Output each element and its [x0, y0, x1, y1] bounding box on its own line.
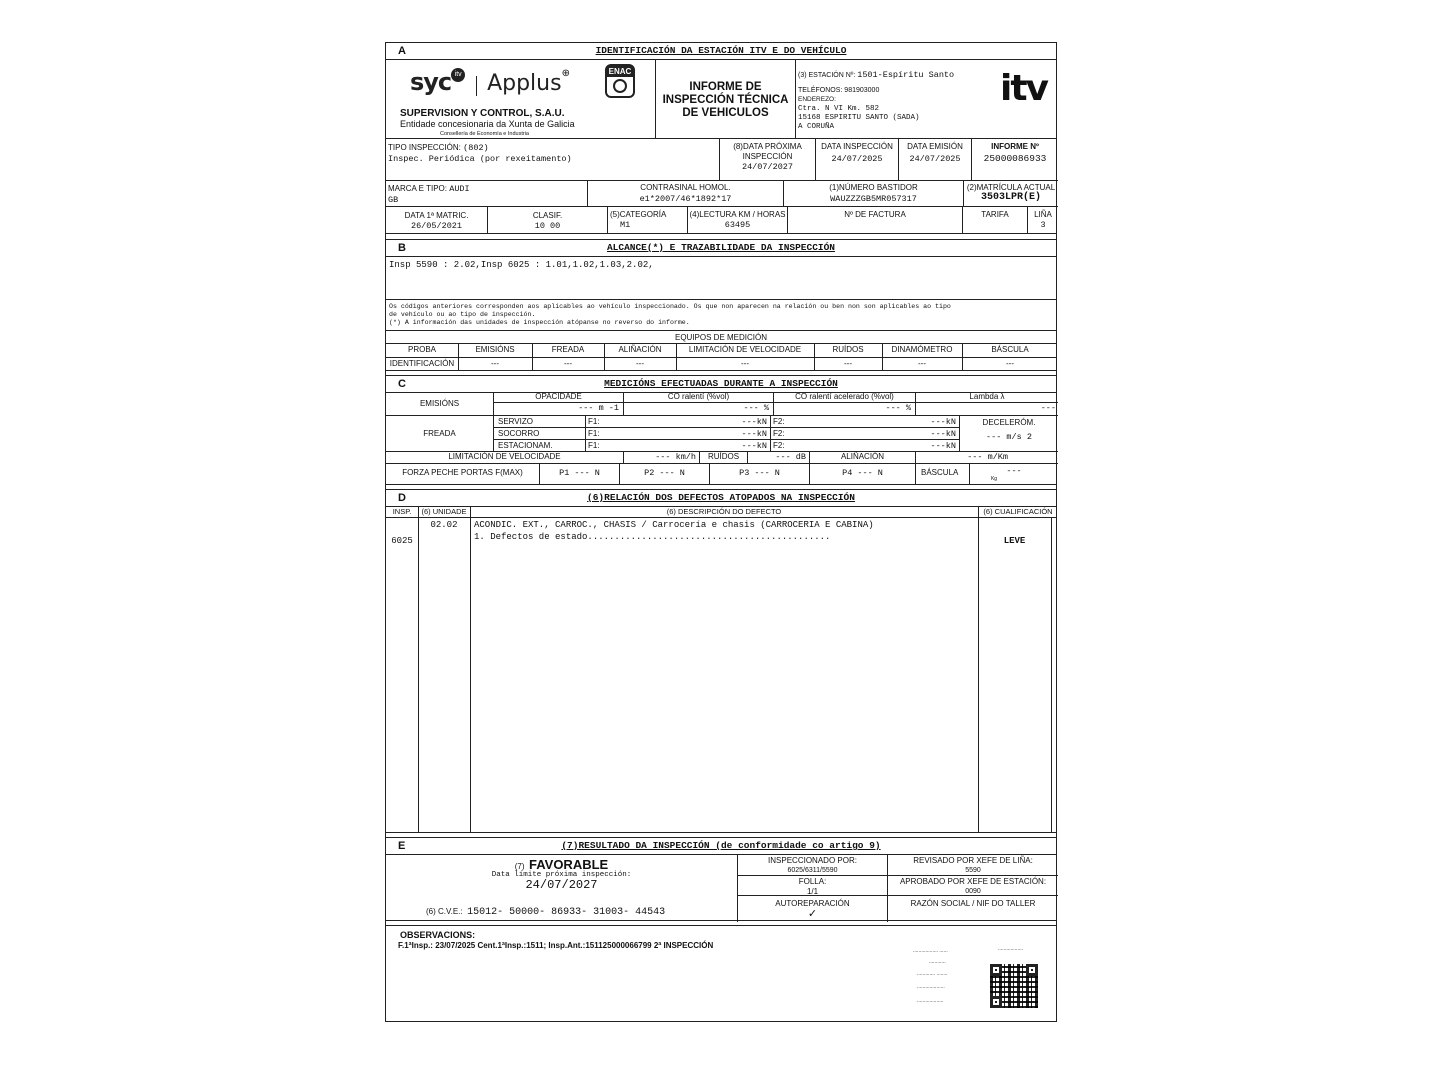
data-matric-label: DATA 1ª MATRIC. — [404, 211, 469, 220]
data-emision-value: 24/07/2025 — [909, 154, 961, 164]
opacidade-label: OPACIDADE — [494, 392, 623, 403]
clasif-value: 10 00 — [534, 221, 561, 231]
col-divider — [418, 506, 419, 832]
folla-value: 1/1 — [806, 887, 819, 896]
data-inspeccion-cell — [816, 139, 899, 181]
decelerom-label: DECELERÓM. — [982, 418, 1036, 427]
tipo-inspeccion-code: (802) — [463, 143, 489, 153]
col-cualificacion-header: (6) CUALIFICACIÓN — [983, 507, 1053, 516]
categoria-label: (5)CATEGORÍA — [610, 210, 667, 219]
scope-divider — [386, 299, 1056, 300]
scope-note-2: de vehículo ou ao tipo de inspección. — [389, 311, 536, 318]
itv-logo: itv — [999, 68, 1047, 109]
revisado-value: 5590 — [965, 867, 981, 874]
inspeccionado-value: 6025/6311/5590 — [787, 867, 838, 874]
freada-row-name: ESTACIONAM. — [498, 441, 553, 450]
signature-line: .................. ...... — [913, 948, 948, 954]
tarifa-cell — [963, 207, 1028, 234]
col-divider — [978, 506, 979, 832]
matricula-value: 3503LPR(E) — [980, 192, 1041, 203]
limitacion-label-cell — [386, 452, 624, 464]
bascula-value: --- — [1006, 466, 1022, 476]
freada-cell — [494, 440, 586, 452]
p4-cell — [810, 464, 916, 485]
lectura-cell — [688, 207, 788, 234]
factura-label: Nº DE FACTURA — [844, 210, 906, 219]
data-inspeccion-label: DATA INSPECCIÓN — [821, 142, 893, 151]
signature-line: ............. ........ — [917, 971, 948, 977]
inspection-report-sheet — [385, 42, 1057, 1022]
col-unidade-header: (6) UNIDADE — [421, 507, 467, 516]
qr-finder-icon — [990, 996, 1002, 1008]
force-label: F1: — [588, 429, 600, 438]
col-divider — [470, 506, 471, 832]
clasif-cell — [488, 207, 608, 234]
tipo-value: GB — [388, 195, 399, 205]
contrasinal-cell — [588, 181, 784, 207]
freada-cell — [771, 440, 960, 452]
col-descripcion-header: (6) DESCRIPCIÓN DO DEFECTO — [666, 507, 782, 516]
emisions-label: EMISIÓNS — [419, 399, 460, 408]
force-value: ---kN — [930, 417, 956, 427]
section-letter: C — [398, 378, 406, 390]
tipo-inspeccion-label: TIPO INSPECCIÓN: — [388, 143, 461, 152]
p4-value: P4 --- N — [842, 468, 883, 478]
section-e-header — [386, 838, 1056, 855]
freada-row-name: SOCORRO — [498, 429, 540, 438]
ruidos-label: RUÍDOS — [707, 452, 740, 461]
scope-text: Insp 5590 : 2.02,Insp 6025 : 1.01,1.02,1.03,2.02, — [389, 260, 654, 270]
col-insp-header: INSP. — [392, 507, 412, 516]
company-name: SUPERVISION Y CONTROL, S.A.U. — [400, 108, 565, 119]
force-value: ---kN — [741, 441, 767, 451]
section-c-header — [386, 376, 1056, 393]
lina-cell — [1028, 207, 1058, 234]
inspeccionado-label: INSPECCIONADO POR: — [768, 856, 857, 865]
equipos-title: EQUIPOS DE MEDICIÓN — [674, 333, 767, 342]
itv-badge-icon: itv — [451, 68, 465, 82]
report-title-line-1: INFORME DE — [689, 81, 762, 93]
defect-cualificacion: LEVE — [1003, 536, 1026, 546]
force-label: F1: — [588, 417, 600, 426]
equipos-value: --- — [844, 359, 852, 368]
tarifa-label: TARIFA — [981, 210, 1009, 219]
equipos-header: EMISIÓNS — [475, 345, 515, 354]
emisions-label-cell — [386, 392, 494, 416]
section-a — [386, 43, 1056, 234]
inspeccionado-cell — [738, 854, 888, 876]
data-limite-value: 24/07/2027 — [525, 878, 598, 892]
marca-cell — [386, 181, 588, 207]
qr-finder-icon — [1026, 964, 1038, 976]
forza-label: FORZA PECHE PORTAS F(MAX) — [402, 468, 523, 477]
lambda-value: --- — [1040, 403, 1056, 413]
equipos-header: ALIÑACIÓN — [618, 345, 662, 354]
enac-area — [594, 60, 656, 139]
cve-line — [426, 901, 665, 919]
data-matric-value: 26/05/2021 — [410, 221, 462, 231]
col-divider — [1051, 518, 1052, 832]
p3-cell — [710, 464, 810, 485]
alinacion-value: --- m/Km — [967, 452, 1008, 462]
signature-line: .................... — [917, 984, 945, 990]
bastidor-label: (1)NÚMERO BASTIDOR — [829, 183, 918, 192]
equipos-value: --- — [636, 359, 644, 368]
force-value: ---kN — [741, 429, 767, 439]
p2-value: P2 --- N — [644, 468, 685, 478]
qr-finder-icon — [990, 964, 1002, 976]
signature-line: ................... — [917, 998, 944, 1004]
station-label: (3) ESTACIÓN Nº: — [798, 72, 856, 79]
observacions-label: OBSERVACIONS: — [400, 930, 476, 940]
scope-note-1: Os códigos anteriores corresponden aos aplicables ao vehículo inspeccionado. Os que non aparecen na relación ou ben non son aplicables ao tipo — [389, 303, 951, 310]
revisado-label: REVISADO POR XEFE DE LIÑA: — [913, 856, 1033, 865]
informe-cell — [972, 139, 1058, 181]
address-line-1: Ctra. N VI Km. 582 — [798, 105, 880, 113]
freada-cell — [586, 440, 771, 452]
equipos-col-divider — [458, 344, 459, 370]
freada-cell — [494, 416, 586, 428]
equipos-col-divider — [676, 344, 677, 370]
resultado-block — [386, 854, 738, 922]
proxima-label-2: INSPECCIÓN — [742, 152, 793, 161]
bascula-unit: Kg — [990, 476, 998, 482]
proxima-value: 24/07/2027 — [741, 162, 793, 172]
freada-cell — [771, 428, 960, 440]
enac-seal-icon — [613, 79, 627, 93]
equipos-value: --- — [1006, 359, 1014, 368]
lina-label: LIÑA — [1034, 210, 1052, 219]
co-acelerado-label: CO ralentí acelerado (%vol) — [774, 392, 915, 403]
cve-label: (6) C.V.E.: — [426, 907, 463, 916]
opacidade-value: --- m -1 — [578, 403, 619, 413]
forza-label-cell — [386, 464, 540, 485]
logo-divider — [476, 76, 477, 96]
revisado-cell — [888, 854, 1058, 876]
lambda-cell — [916, 392, 1058, 416]
report-title-line-2: INSPECCIÓN TÉCNICA — [662, 94, 789, 106]
report-title-line-3: DE VEHICULOS — [682, 107, 769, 119]
aprobado-value: 0090 — [965, 888, 981, 895]
clasif-label: CLASIF. — [532, 211, 563, 220]
limitacion-value: --- km/h — [655, 452, 696, 462]
freada-label: FREADA — [423, 429, 456, 438]
equipos-col-divider — [604, 344, 605, 370]
report-title — [656, 60, 796, 139]
opacidade-cell — [494, 392, 624, 416]
station-value: 1501-Espíritu Santo — [857, 70, 955, 80]
lectura-value: 63495 — [724, 220, 751, 230]
company-logo — [410, 68, 570, 96]
section-a-header — [386, 43, 1056, 60]
section-letter: B — [398, 242, 406, 254]
signature-line: ............ — [929, 959, 946, 965]
defect-descripcion: ACONDIC. EXT., CARROC., CHASIS / Carrocería e chasis (CARROCERIA E CABINA) — [474, 520, 874, 530]
equipos-value: --- — [564, 359, 572, 368]
matricula-cell — [964, 181, 1058, 207]
address — [798, 105, 920, 132]
equipos-value: --- — [918, 359, 926, 368]
razon-label: RAZÓN SOCIAL / NIF DO TALLER — [910, 899, 1036, 908]
section-e — [386, 837, 1056, 921]
equipos-row-label: IDENTIFICACIÓN — [389, 359, 455, 368]
equipos-header: FREADA — [551, 345, 585, 354]
enac-label: ENAC — [608, 67, 632, 76]
company-ministry: Consellería de Economía e Industria — [440, 131, 529, 137]
categoria-cell — [608, 207, 688, 234]
section-letter: D — [398, 492, 406, 504]
informe-label: INFORME Nº — [991, 142, 1039, 151]
equipos-col-divider — [882, 344, 883, 370]
force-value: ---kN — [930, 429, 956, 439]
tipo-inspeccion-line — [388, 143, 489, 153]
folla-cell — [738, 876, 888, 896]
phones-line — [798, 87, 879, 94]
freada-row-name: SERVIZO — [498, 417, 533, 426]
freada-cell — [586, 428, 771, 440]
equipos-col-divider — [532, 344, 533, 370]
station-line — [798, 70, 954, 80]
equipos-header: RUÍDOS — [832, 345, 864, 354]
section-title: (7)RESULTADO DA INSPECCIÓN (de conformidade co artigo 9) — [561, 840, 881, 851]
defects-header-line — [386, 517, 1056, 518]
marca-value: AUDI — [449, 184, 470, 194]
freada-label-cell — [386, 416, 494, 452]
equipos-title-line — [386, 343, 1056, 344]
bastidor-cell — [784, 181, 964, 207]
defect-descripcion: 1. Defectos de estado............................................. — [474, 532, 831, 542]
co-ralenti-cell — [624, 392, 774, 416]
lectura-label: (4)LECTURA KM / HORAS — [689, 210, 786, 219]
lambda-label: Lambda λ — [916, 392, 1058, 403]
contrasinal-label: CONTRASINAL HOMOL. — [640, 183, 731, 192]
freada-cell — [771, 416, 960, 428]
section-d-header — [386, 490, 1056, 507]
alinacion-value-cell — [916, 452, 1058, 464]
data-inspeccion-value: 24/07/2025 — [831, 154, 883, 164]
decelerom-cell — [960, 416, 1058, 452]
tipo-inspeccion-value: Inspec. Periódica (por rexeitamento) — [388, 154, 572, 164]
resultado-prefix: (7) — [514, 862, 525, 871]
bastidor-value: WAUZZZGB5MR057317 — [830, 194, 917, 204]
marca-label: MARCA E TIPO: — [388, 184, 447, 193]
limitacion-label: LIMITACIÓN DE VELOCIDADE — [448, 452, 561, 461]
applus-logo: Applus — [487, 71, 562, 96]
p1-value: P1 --- N — [559, 468, 600, 478]
proxima-inspeccion-cell — [720, 139, 816, 181]
decelerom-value: --- m/s 2 — [986, 432, 1032, 442]
contrasinal-value: e1*2007/46*1892*17 — [639, 194, 732, 204]
force-label: F1: — [588, 441, 600, 450]
address-label: ENDEREZO: — [798, 96, 836, 103]
ruidos-value-cell — [748, 452, 810, 464]
bascula-value-cell — [970, 464, 1058, 485]
registered-icon: ⊕ — [561, 68, 570, 79]
section-letter: A — [398, 45, 406, 57]
autoreparacion-label: AUTOREPARACIÓN — [775, 899, 850, 908]
autoreparacion-check-icon: ✓ — [807, 908, 818, 920]
bascula-label-cell — [916, 464, 970, 485]
lina-value: 3 — [1040, 220, 1046, 230]
section-b-header — [386, 240, 1056, 257]
force-label: F2: — [773, 441, 785, 450]
syc-logo: syc — [410, 68, 452, 96]
ruidos-label-cell — [700, 452, 748, 464]
co-ralenti-value: --- % — [743, 403, 769, 413]
co-ralenti-label: CO ralentí (%vol) — [624, 392, 773, 403]
signature-line: .................. — [998, 946, 1024, 952]
autoreparacion-cell — [738, 896, 888, 922]
equipos-header: PROBA — [407, 345, 436, 354]
equipos-header-line — [386, 357, 1056, 358]
section-d — [386, 489, 1056, 833]
p1-cell — [540, 464, 620, 485]
bascula-label: BÁSCULA — [921, 468, 959, 477]
marca-line — [388, 184, 470, 194]
aprobado-label: APROBADO POR XEFE DE ESTACIÓN: — [899, 877, 1047, 886]
equipos-value: --- — [741, 359, 749, 368]
observacions-text: F.1ªInsp.: 23/07/2025 Cent.1ªInsp.:1511; Insp.Ant.:151125000066799 2ª INSPECCIÓN — [398, 941, 714, 950]
section-b — [386, 239, 1056, 371]
section-letter: E — [398, 840, 406, 852]
proxima-label-1: (8)DATA PRÓXIMA — [733, 142, 802, 151]
p2-cell — [620, 464, 710, 485]
qr-code-icon — [990, 964, 1038, 1008]
section-title: IDENTIFICACIÓN DA ESTACIÓN ITV E DO VEHÍCULO — [595, 45, 847, 56]
force-label: F2: — [773, 429, 785, 438]
resultado-value: FAVORABLE — [529, 857, 609, 872]
section-title: MEDICIÓNS EFECTUADAS DURANTE A INSPECCIÓN — [604, 378, 838, 389]
aprobado-cell — [888, 876, 1058, 896]
freada-cell — [494, 428, 586, 440]
equipos-col-divider — [962, 344, 963, 370]
enac-logo — [605, 64, 635, 98]
equipos-col-divider — [814, 344, 815, 370]
station-block — [796, 60, 1057, 139]
scope-notes — [389, 303, 1053, 327]
data-emision-cell — [899, 139, 972, 181]
razon-cell — [888, 896, 1058, 922]
factura-cell — [788, 207, 963, 234]
company-subtitle: Entidade concesionaria da Xunta de Galicia — [400, 119, 575, 129]
alinacion-label: ALIÑACIÓN — [840, 452, 885, 461]
equipos-header: DINAMÓMETRO — [891, 345, 953, 354]
scope-note-3: (*) A información das unidades de inspección atópanse no reverso do informe. — [389, 319, 690, 326]
force-value: ---kN — [741, 417, 767, 427]
equipos-top-line — [386, 330, 1056, 331]
data-matric-cell — [386, 207, 488, 234]
data-emision-label: DATA EMISIÓN — [907, 142, 963, 151]
equipos-header: LIMITACIÓN DE VELOCIDADE — [688, 345, 802, 354]
p3-value: P3 --- N — [739, 468, 780, 478]
address-line-3: A CORUÑA — [798, 123, 835, 131]
equipos-header: BÁSCULA — [991, 345, 1029, 354]
informe-value: 25000086933 — [983, 153, 1047, 164]
force-label: F2: — [773, 417, 785, 426]
ruidos-value: --- dB — [775, 452, 806, 462]
equipos-value: --- — [491, 359, 499, 368]
address-line-2: 15168 ESPIRITU SANTO (SADA) — [798, 114, 920, 122]
data-limite-label: Data límite próxima inspección: — [491, 871, 632, 879]
force-value: ---kN — [930, 441, 956, 451]
section-c — [386, 375, 1056, 485]
co-acelerado-value: --- % — [885, 403, 911, 413]
section-title: ALCANCE(*) E TRAZABILIDADE DA INSPECCIÓN — [606, 242, 836, 253]
limitacion-value-cell — [624, 452, 700, 464]
alinacion-label-cell — [810, 452, 916, 464]
defect-insp: 6025 — [391, 536, 413, 546]
folla-label: FOLLA: — [798, 877, 827, 886]
categoria-value: M1 — [620, 220, 631, 230]
cve-value: 15012- 50000- 86933- 31003- 44543 — [467, 907, 666, 918]
phones-value: 981903000 — [844, 87, 880, 94]
observacions-section — [386, 925, 1056, 1021]
defect-unidade: 02.02 — [430, 520, 458, 530]
section-title: (6)RELACIÓN DOS DEFECTOS ATOPADOS NA INSPECCIÓN — [587, 492, 855, 503]
matricula-label: (2)MATRÍCULA ACTUAL — [966, 183, 1056, 192]
freada-cell — [586, 416, 771, 428]
tipo-inspeccion-cell — [386, 139, 720, 181]
phones-label: TELÉFONOS: — [798, 87, 843, 94]
co-acelerado-cell — [774, 392, 916, 416]
